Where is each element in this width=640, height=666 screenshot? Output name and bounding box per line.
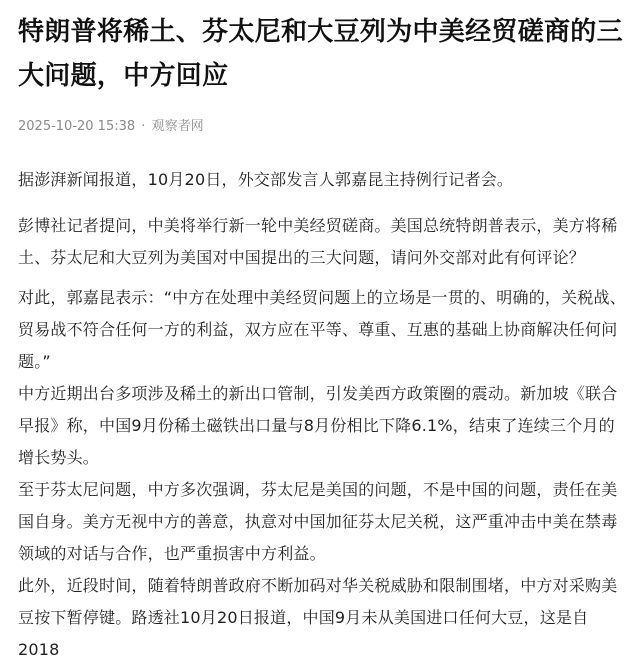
article-meta [18, 118, 204, 136]
publish-date: 2025-10-20 15:38 [18, 119, 136, 134]
meta-separator: · [141, 119, 146, 134]
paragraph-intro: 据澎湃新闻报道，10月20日，外交部发言人郭嘉昆主持例行记者会。 [18, 170, 514, 189]
paragraph-soybean: 此外，近段时间，随着特朗普政府不断加码对华关税威胁和限制围堵，中方对采购美豆按下暂停键。路透社10月20日报道，中国9月未从美国进口任何大豆，这是自2018 [18, 576, 618, 659]
paragraph-response: 对此，郭嘉昆表示：“中方在处理中美经贸问题上的立场是一贯的、明确的，关税战、贸易战不符合任何一方的利益，双方应在平等、尊重、互惠的基础上协商解决任何问题。” [18, 288, 626, 371]
paragraph-question: 彭博社记者提问，中美将举行新一轮中美经贸磋商。美国总统特朗普表示，美方将稀土、芬太尼和大豆列为美国对中国提出的三大问题，请问外交部对此有何评论？ [18, 216, 618, 267]
source-link[interactable]: 观察者网 [151, 119, 204, 134]
article-title: 特朗普将稀土、芬太尼和大豆列为中美经贸磋商的三大问题，中方回应 [18, 17, 623, 91]
paragraph-fentanyl: 至于芬太尼问题，中方多次强调，芬太尼是美国的问题，不是中国的问题，责任在美国自身。美方无视中方的善意，执意对中国加征芬太尼关税，这严重冲击中美在禁毒领域的对话与合作，也严重损害中方利益。 [18, 480, 618, 563]
paragraph-rare-earth: 中方近期出台多项涉及稀土的新出口管制，引发美西方政策圈的震动。新加坡《联合早报》称，中国9月份稀土磁铁出口量与8月份相比下降6.1%，结束了连续三个月的增长势头。 [18, 384, 618, 467]
